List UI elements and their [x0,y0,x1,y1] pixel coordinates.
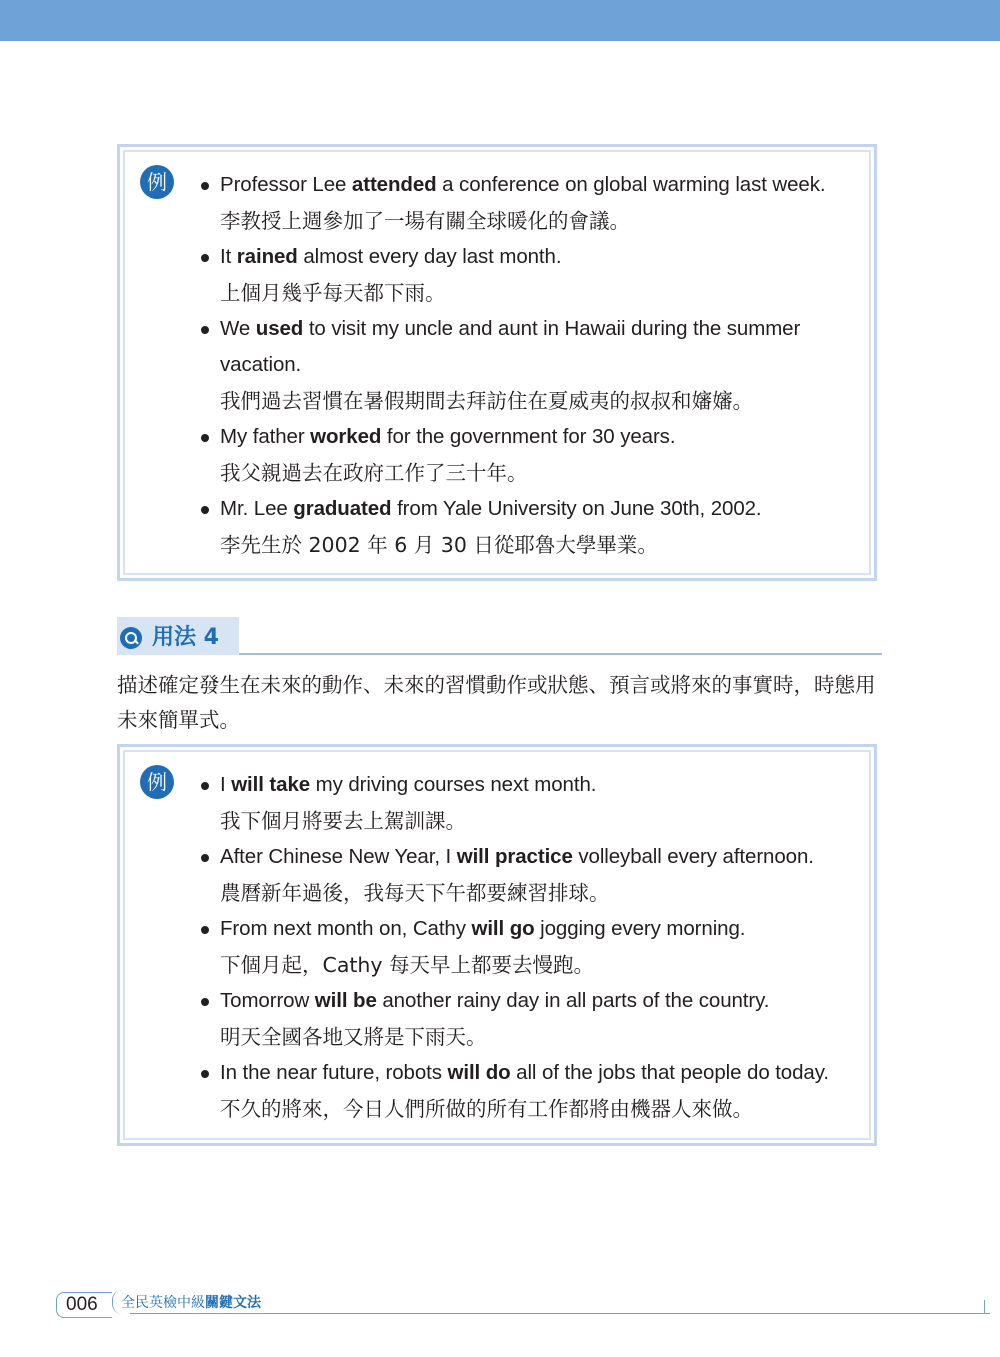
example-chinese: 明天全國各地又將是下雨天。 [220,1025,487,1049]
bullet-icon [201,434,209,442]
example-text: almost every day last month. [297,245,562,268]
example-chinese: 我下個月將要去上駕訓課。 [220,809,466,833]
bullet-icon [201,254,209,262]
example-item [198,419,858,491]
footer-rule [130,1313,990,1314]
example-keyword: will go [471,917,535,940]
example-chinese: 農曆新年過後，我每天下午都要練習排球。 [220,881,610,905]
example-text: to visit my uncle and aunt in Hawaii during the summer vacation. [220,317,801,376]
example-text: Tomorrow [220,989,315,1012]
example-keyword: will take [231,773,311,796]
book-title-bold: 關鍵文法 [205,1295,261,1311]
example-keyword: worked [310,425,382,448]
example-text: In the near future, robots [220,1061,448,1084]
usage-description: 描述確定發生在未來的動作、未來的習慣動作或狀態、預言或將來的事實時，時態用未來簡單式。 [117,673,876,732]
example-item [198,167,858,239]
example-text: From next month on, Cathy [220,917,472,940]
example-item [198,911,858,983]
example-text: all of the jobs that people do today. [510,1061,829,1084]
example-english [220,983,858,1019]
example-english [220,1055,858,1091]
example-keyword: will practice [456,845,573,868]
example-text: I [220,773,232,796]
example-item [198,767,858,839]
bullet-icon [201,998,209,1006]
example-keyword: attended [351,173,437,196]
usage-title: 用法 4 [152,625,219,650]
bullet-icon [201,1070,209,1078]
example-text: volleyball every afternoon. [572,845,814,868]
example-text: my driving courses next month. [310,773,597,796]
bullet-icon [201,182,209,190]
example-box-future [117,744,877,1146]
example-item [198,983,858,1055]
example-text: It [220,245,237,268]
bullet-icon [201,854,209,862]
example-text: from Yale University on June 30th, 2002. [391,497,762,520]
bullet-icon [201,326,209,334]
example-item [198,1055,858,1127]
example-text: another rainy day in all parts of the country. [376,989,770,1012]
example-item [198,839,858,911]
example-list [198,167,858,563]
example-text: Mr. Lee [220,497,294,520]
example-text: jogging every morning. [534,917,746,940]
example-english [220,839,858,875]
bullet-icon [201,926,209,934]
usage-underline [239,653,882,655]
example-keyword: used [255,317,304,340]
example-chinese: 李教授上週參加了一場有關全球暖化的會議。 [220,209,630,233]
example-keyword: will be [314,989,377,1012]
example-text: We [220,317,256,340]
example-text: After Chinese New Year, I [220,845,457,868]
example-item [198,311,858,419]
example-text: My father [220,425,311,448]
book-title-plain: 全民英檢中級 [121,1295,205,1311]
example-item [198,491,858,563]
bullet-icon [201,782,209,790]
example-english [220,767,858,803]
example-badge-icon: 例 [140,165,174,199]
page-number: 006 [66,1294,98,1315]
example-english [220,239,858,275]
example-keyword: rained [236,245,298,268]
bullet-icon [201,506,209,514]
example-list [198,767,858,1127]
example-chinese: 不久的將來，今日人們所做的所有工作都將由機器人來做。 [220,1097,753,1121]
example-keyword: will do [447,1061,511,1084]
example-english [220,419,858,455]
example-chinese: 我們過去習慣在暑假期間去拜訪住在夏威夷的叔叔和嬸嬸。 [220,389,753,413]
example-english [220,311,858,383]
example-english [220,911,858,947]
example-badge-icon: 例 [140,765,174,799]
example-english [220,491,858,527]
example-item [198,239,858,311]
example-keyword: graduated [293,497,392,520]
example-chinese: 上個月幾乎每天都下雨。 [220,281,446,305]
example-text: for the government for 30 years. [381,425,676,448]
example-text: a conference on global warming last week. [436,173,826,196]
top-color-band [0,0,1000,41]
example-english [220,167,858,203]
example-chinese: 我父親過去在政府工作了三十年。 [220,461,528,485]
footer-tick [984,1300,985,1314]
book-title [121,1293,261,1313]
magnifier-icon [120,627,142,649]
example-chinese: 李先生於 2002 年 6 月 30 日從耶魯大學畢業。 [220,533,658,557]
example-chinese: 下個月起，Cathy 每天早上都要去慢跑。 [220,953,595,977]
example-box-past [117,144,877,581]
example-text: Professor Lee [220,173,352,196]
